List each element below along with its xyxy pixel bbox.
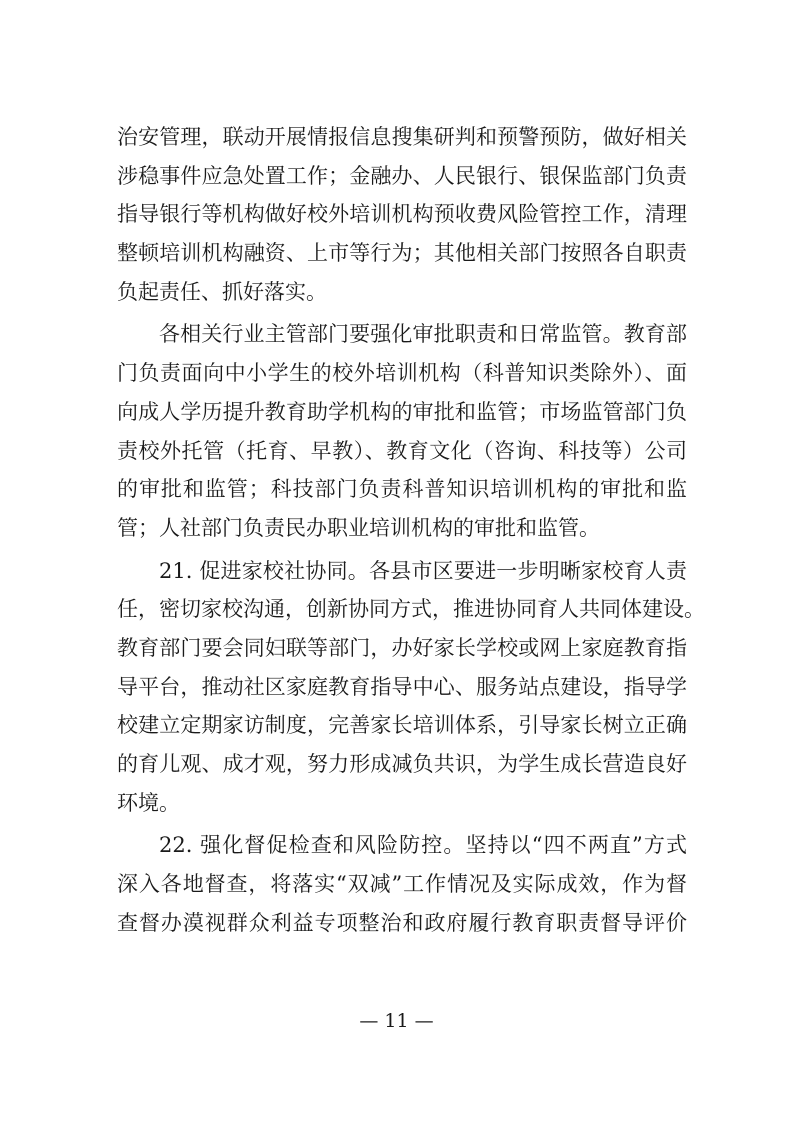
text-line: 环境。	[117, 790, 180, 815]
text-line: 门负责面向中小学生的校外培训机构（科普知识类除外）、面	[117, 361, 687, 386]
text-line: 的育儿观、成才观，努力形成减负共识，为学生成长营造良好	[117, 752, 687, 776]
text-line: 负起责任、抓好落实。	[117, 279, 327, 304]
text-line: 向成人学历提升教育助学机构的审批和监管；市场监管部门负	[117, 399, 687, 424]
text-line: 责校外托管（托育、早教）、教育文化（咨询、科技等）公司	[117, 438, 687, 463]
text-line: 导平台，推动社区家庭教育指导中心、服务站点建设，指导学	[117, 674, 687, 699]
page-number: — 11 —	[359, 1010, 434, 1032]
text-line: 整顿培训机构融资、上市等行为；其他相关部门按照各自职责	[117, 241, 687, 266]
text-line: 深入各地督查，将落实“双减”工作情况及实际成效，作为督	[117, 872, 687, 897]
text-line: 治安管理，联动开展情报信息搜集研判和预警预防，做好相关	[117, 125, 687, 149]
text-line: 教育部门要会同妇联等部门，办好家长学校或网上家庭教育指	[117, 635, 687, 660]
section-heading-line: 22. 强化督促检查和风险防控。坚持以“四不两直”方式	[159, 833, 687, 858]
paragraph	[117, 315, 687, 547]
paragraph	[117, 826, 687, 942]
text-line: 涉稳事件应急处置工作；金融办、人民银行、银保监部门负责	[117, 163, 687, 188]
section-heading-line: 21. 促进家校社协同。各县市区要进一步明晰家校育人责	[159, 558, 687, 583]
paragraph	[117, 118, 687, 311]
text-line: 管；人社部门负责民办职业培训机构的审批和监管。	[117, 515, 600, 540]
text-line: 的审批和监管；科技部门负责科普知识培训机构的审批和监	[117, 477, 687, 502]
text-line: 校建立定期家访制度，完善家长培训体系，引导家长树立正确	[117, 713, 687, 738]
text-line: 查督办漠视群众利益专项整治和政府履行教育职责督导评价	[117, 910, 687, 935]
body-text	[117, 118, 705, 942]
paragraph	[117, 552, 705, 823]
text-line: 各相关行业主管部门要强化审批职责和日常监管。教育部	[159, 322, 687, 347]
text-line: 任，密切家校沟通，创新协同方式，推进协同育人共同体建设。	[117, 597, 705, 622]
text-line: 指导银行等机构做好校外培训机构预收费风险管控工作，清理	[117, 202, 687, 227]
